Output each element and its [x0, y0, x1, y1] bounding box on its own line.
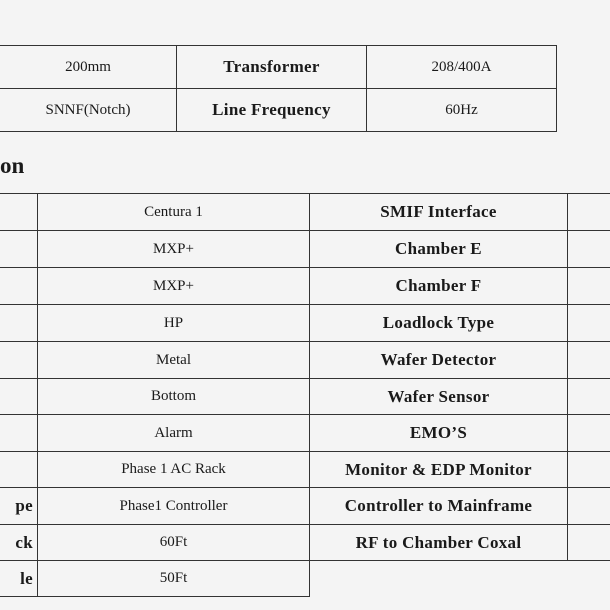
wafer-size-value: 200mm: [65, 58, 111, 75]
chamber-value: MXP+: [153, 277, 194, 294]
cable-length-value: 50Ft: [159, 570, 188, 586]
transformer-value: 208/400A: [431, 58, 492, 75]
rf-to-chamber-coxal-label: RF to Chamber Coxal: [355, 532, 522, 552]
material-value: Metal: [156, 351, 191, 368]
line-frequency-label: Line Frequency: [212, 100, 331, 119]
loadlock-type-label: Loadlock Type: [382, 313, 495, 332]
alarm-value: Alarm: [154, 424, 193, 441]
row-label-fragment: pe: [15, 496, 33, 515]
line-frequency-value: 60Hz: [445, 101, 478, 118]
chamber-value: MXP+: [153, 240, 194, 257]
transformer-label: Transformer: [223, 57, 320, 76]
section-title: on: [0, 153, 25, 178]
row-label-fragment: ck: [15, 532, 33, 552]
position-value: Bottom: [150, 388, 196, 404]
emos-label: EMO’S: [409, 423, 468, 442]
monitor-edp-label: Monitor & EDP Monitor: [345, 459, 532, 479]
chamber-e-label: Chamber E: [395, 239, 482, 258]
controller-value: Phase1 Controller: [119, 497, 228, 514]
tool-model-value: Centura 1: [144, 203, 203, 220]
ac-rack-value: Phase 1 AC Rack: [121, 461, 226, 477]
wafer-type-value: SNNF(Notch): [45, 101, 131, 118]
cable-length-value: 60Ft: [159, 534, 188, 550]
row-label-fragment: le: [20, 568, 33, 588]
smif-interface-label: SMIF Interface: [380, 202, 497, 221]
chamber-f-label: Chamber F: [395, 276, 482, 295]
wafer-detector-label: Wafer Detector: [380, 350, 497, 369]
wafer-sensor-label: Wafer Sensor: [387, 386, 490, 406]
controller-to-mainframe-label: Controller to Mainframe: [344, 496, 533, 515]
loadlock-value: HP: [163, 314, 184, 331]
